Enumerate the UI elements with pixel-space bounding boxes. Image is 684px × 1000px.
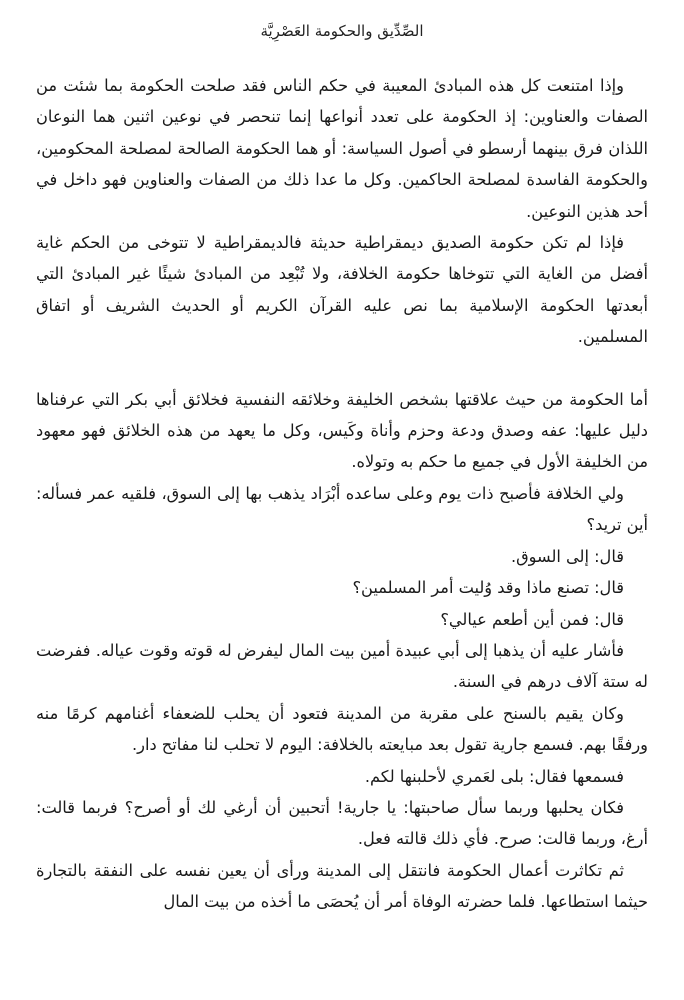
paragraph: فإذا لم تكن حكومة الصديق ديمقراطية حديثة فالديمقراطية لا تتوخى من الحكم غاية أفضل من الغاية التي تتوخاها حكومة الخلافة، ولا تُبْعِد من المبادئ شيئًا غير المبادئ التي أبعدتها الحكومة الإسلامية بما نص عليه القرآن الكريم أو الحديث الشريف أو اتفاق المسلمين. [36, 233, 648, 347]
paragraph: ولي الخلافة فأصبح ذات يوم وعلى ساعده أبْرَاد يذهب بها إلى السوق، فلقيه عمر فسأله: أين تريد؟ [36, 483, 648, 535]
paragraph: أما الحكومة من حيث علاقتها بشخص الخليفة وخلائقه النفسية فخلائق أبي بكر التي عرفناها دليل عليها: عفه وصدق ودعة وحزم وأناة وكَيس، وكل ما يعهد من هذه الخلائق فهو معهود من الخليفة الأول في جميع ما حكم به وتولاه. [36, 389, 648, 472]
paragraph: وإذا امتنعت كل هذه المبادئ المعيبة في حكم الناس فقد صلحت الحكومة بما شئت من الصفات والعناوين: إذ الحكومة على تعدد أنواعها إنما تنحصر في نوعين اثنين هما النوعان اللذان فرق بينهما أرسطو في أصول السياسة: أو هما الحكومة الصالحة لمصلحة المحكومين، والحكومة الفاسدة لمصلحة الحاكمين. وكل ما عدا ذلك من الصفات والعناوين فهو داخل في أحد هذين النوعين. [36, 76, 648, 221]
section-break [36, 353, 648, 384]
paragraph: فأشار عليه أن يذهبا إلى أبي عبيدة أمين بيت المال ليفرض له قوته وقوت عياله. ففرضت له ستة آلاف درهم في السنة. [36, 640, 648, 692]
paragraph: فسمعها فقال: بلى لعَمري لأحلبنها لكم. [364, 766, 624, 786]
paragraph: قال: فمن أين أطعم عيالي؟ [440, 609, 624, 629]
body-text [36, 70, 648, 918]
paragraph: فكان يحلبها وربما سأل صاحبتها: يا جارية! أتحبين أن أرغي لك أو أصرح؟ فربما قالت: أرغ، وربما قالت: صرح. فأي ذلك قالته فعل. [36, 797, 648, 849]
paragraph: ثم تكاثرت أعمال الحكومة فانتقل إلى المدينة ورأى أن يعين نفسه على النفقة بالتجارة حيثما استطاعها. فلما حضرته الوفاة أمر أن يُحصَى ما أخذه من بيت المال [36, 860, 648, 912]
paragraph: قال: تصنع ماذا وقد وُليت أمر المسلمين؟ [352, 578, 624, 598]
paragraph: قال: إلى السوق. [510, 546, 624, 566]
running-header: الصِّدِّيق والحكومة العَصْرِيَّة [260, 22, 424, 40]
paragraph: وكان يقيم بالسنح على مقربة من المدينة فتعود أن يحلب للضعفاء أغنامهم كرمًا منه ورفقًا بهم. فسمع جارية تقول بعد مبايعته بالخلافة: اليوم لا تحلب لنا مفاتح دار. [36, 703, 648, 755]
